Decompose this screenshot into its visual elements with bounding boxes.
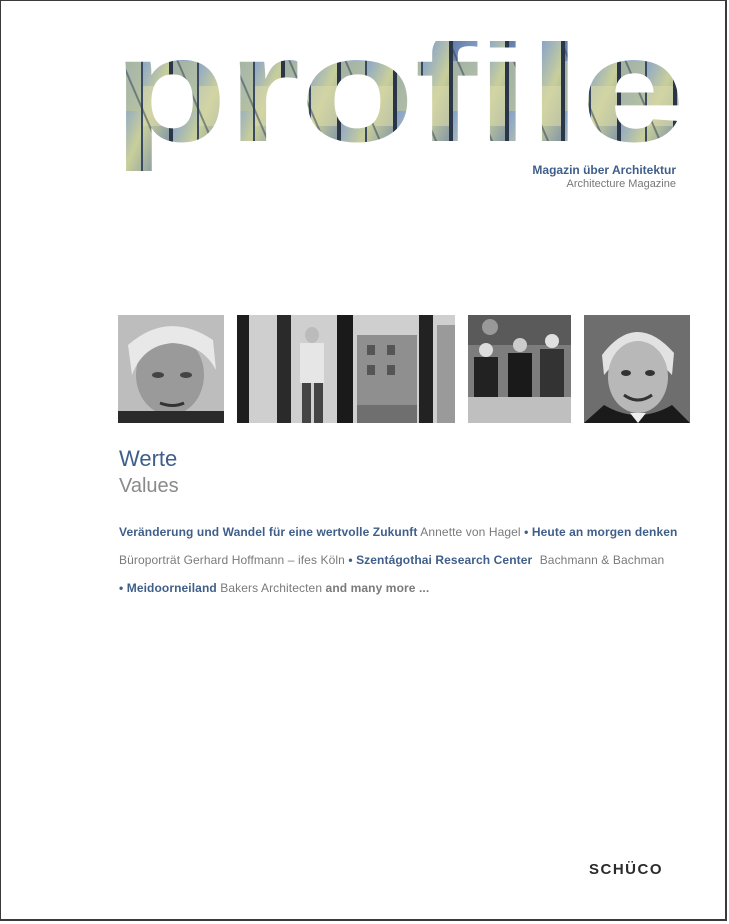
toc-line-3	[119, 581, 429, 595]
toc-article-author: Bachmann & Bachman	[539, 553, 665, 567]
toc-article-title: • Szentágothai Research Center	[348, 553, 533, 567]
toc-article-title: • Heute an morgen denken	[524, 525, 678, 539]
man-at-window-city-photo	[237, 315, 455, 423]
toc-article-author: Annette von Hagel	[420, 525, 521, 539]
subtitle-german: Magazin über Architektur	[532, 163, 676, 177]
subtitle-english: Architecture Magazine	[566, 178, 676, 190]
toc-article-author: Bakers Architecten	[220, 581, 323, 595]
portrait-man-photo	[584, 315, 690, 423]
toc-article-title: Veränderung und Wandel für eine wertvolle Zukunft	[119, 525, 418, 539]
cover-title-english: Values	[119, 475, 179, 497]
cover-title-german: Werte	[119, 446, 178, 471]
toc-more-text: and many more ...	[325, 581, 430, 595]
toc-article-title: • Meidoorneiland	[119, 581, 217, 595]
three-men-seated-photo	[468, 315, 571, 423]
toc-line-1	[119, 525, 677, 539]
profile-logo	[113, 41, 687, 171]
schueco-logo: SCHÜCO	[589, 861, 664, 878]
toc-line-2	[119, 553, 664, 567]
portrait-woman-photo	[118, 315, 224, 423]
toc-article-author: Büroporträt Gerhard Hoffmann – ifes Köln	[119, 553, 345, 567]
